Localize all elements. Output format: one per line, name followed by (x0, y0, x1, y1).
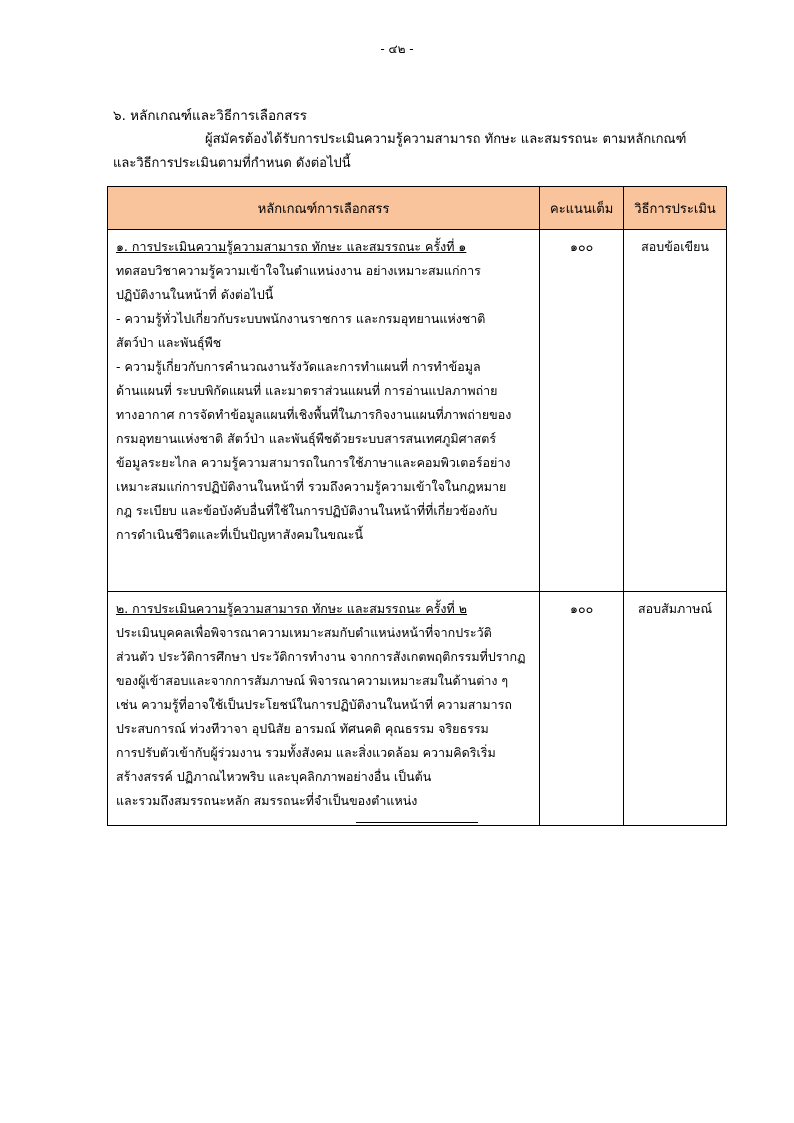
criteria-table (107, 186, 727, 826)
criteria-cell (108, 230, 540, 592)
criteria-body: ประเมินบุคคลเพื่อพิจารณาความเหมาะสมกับตำแหน่งหน้าที่จากประวัติ ส่วนตัว ประวัติการศึกษา ประวัติการทำงาน จากการสังเกตพฤติกรรมที่ปรากฏ ของผู้เข้าสอบและจากการสัมภาษณ์ พิจารณาความเหมาะสมในด้านต่าง ๆ เช่น ความรู้ที่อาจใช้เป็นประโยชน์ในการปฏิบัติงานในหน้าที่ ความสามารถ ประสบการณ์ ท่วงทีวาจา อุปนิสัย อารมณ์ ทัศนคติ คุณธรรม จริยธรรม การปรับตัวเข้ากับผู้ร่วมงาน รวมทั้งสังคม และสิ่งแวดล้อม ความคิดริเริ่ม สร้างสรรค์ ปฏิภาณไหวพริบ และบุคลิกภาพอย่างอื่น เป็นต้น และรวมถึงสมรรถนะหลัก สมรรถนะที่จำเป็นของตำแหน่ง (116, 625, 526, 808)
header-score: คะแนนเต็ม (540, 187, 624, 230)
section-intro (113, 128, 713, 176)
score-cell (540, 592, 624, 826)
score-cell (540, 230, 624, 592)
method-value: สอบข้อเขียน (641, 239, 709, 254)
criteria-title: ๑. การประเมินความรู้ความสามารถ ทักษะ และสมรรถนะ ครั้งที่ ๑ (116, 239, 467, 254)
header-method: วิธีการประเมิน (624, 187, 727, 230)
criteria-body: ทดสอบวิชาความรู้ความเข้าใจในตำแหน่งงาน อย่างเหมาะสมแก่การ ปฏิบัติงานในหน้าที่ ดังต่อไปนี้ - ความรู้ทั่วไปเกี่ยวกับระบบพนักงานราชการ และกรมอุทยานแห่งชาติ สัตว์ป่า และพันธุ์พืช - ความรู้เกี่ยวกับการคำนวณงานรังวัดและการทำแผนที่ การทำข้อมูล ด้านแผนที่ ระบบพิกัดแผนที่ และมาตราส่วนแผนที่ การอ่านแปลภาพถ่าย ทางอากาศ การจัดทำข้อมูลแผนที่เชิงพื้นที่ในภารกิจงานแผนที่ภาพถ่ายของ กรมอุทยานแห่งชาติ สัตว์ป่า และพันธุ์พืชด้วยระบบสารสนเทศภูมิศาสตร์ ข้อมูลระยะไกล ความรู้ความสามารถในการใช้ภาษาและคอมพิวเตอร์อย่าง เหมาะสมแก่การปฏิบัติงานในหน้าที่ รวมถึงความรู้ความเข้าใจในกฎหมาย กฎ ระเบียบ และข้อบังคับอื่นที่ใช้ในการปฏิบัติงานในหน้าที่ที่เกี่ยวข้องกับ การดำเนินชีวิตและที่เป็นปัญหาสังคมในขณะนี้ (116, 263, 512, 542)
intro-line-2: และวิธีการประเมินตามที่กำหนด ดังต่อไปนี้ (113, 156, 351, 171)
table-row (108, 592, 727, 826)
score-value: ๑๐๐ (570, 239, 594, 254)
table-row (108, 230, 727, 592)
method-value: สอบสัมภาษณ์ (638, 601, 713, 616)
criteria-title: ๒. การประเมินความรู้ความสามารถ ทักษะ และสมรรถนะ ครั้งที่ ๒ (116, 601, 467, 616)
header-criteria: หลักเกณฑ์การเลือกสรร (108, 187, 540, 230)
method-cell (624, 230, 727, 592)
table-header-row (108, 187, 727, 230)
method-cell (624, 592, 727, 826)
score-value: ๑๐๐ (570, 601, 594, 616)
criteria-cell (108, 592, 540, 826)
intro-line-1 (113, 128, 713, 152)
section-heading: ๖. หลักเกณฑ์และวิธีการเลือกสรร (113, 108, 307, 124)
intro-line-1-text: ผู้สมัครต้องได้รับการประเมินความรู้ความสามารถ ทักษะ และสมรรถนะ ตามหลักเกณฑ์ (205, 132, 687, 147)
page-number: - ๔๒ - (380, 42, 414, 56)
end-divider (356, 822, 478, 823)
